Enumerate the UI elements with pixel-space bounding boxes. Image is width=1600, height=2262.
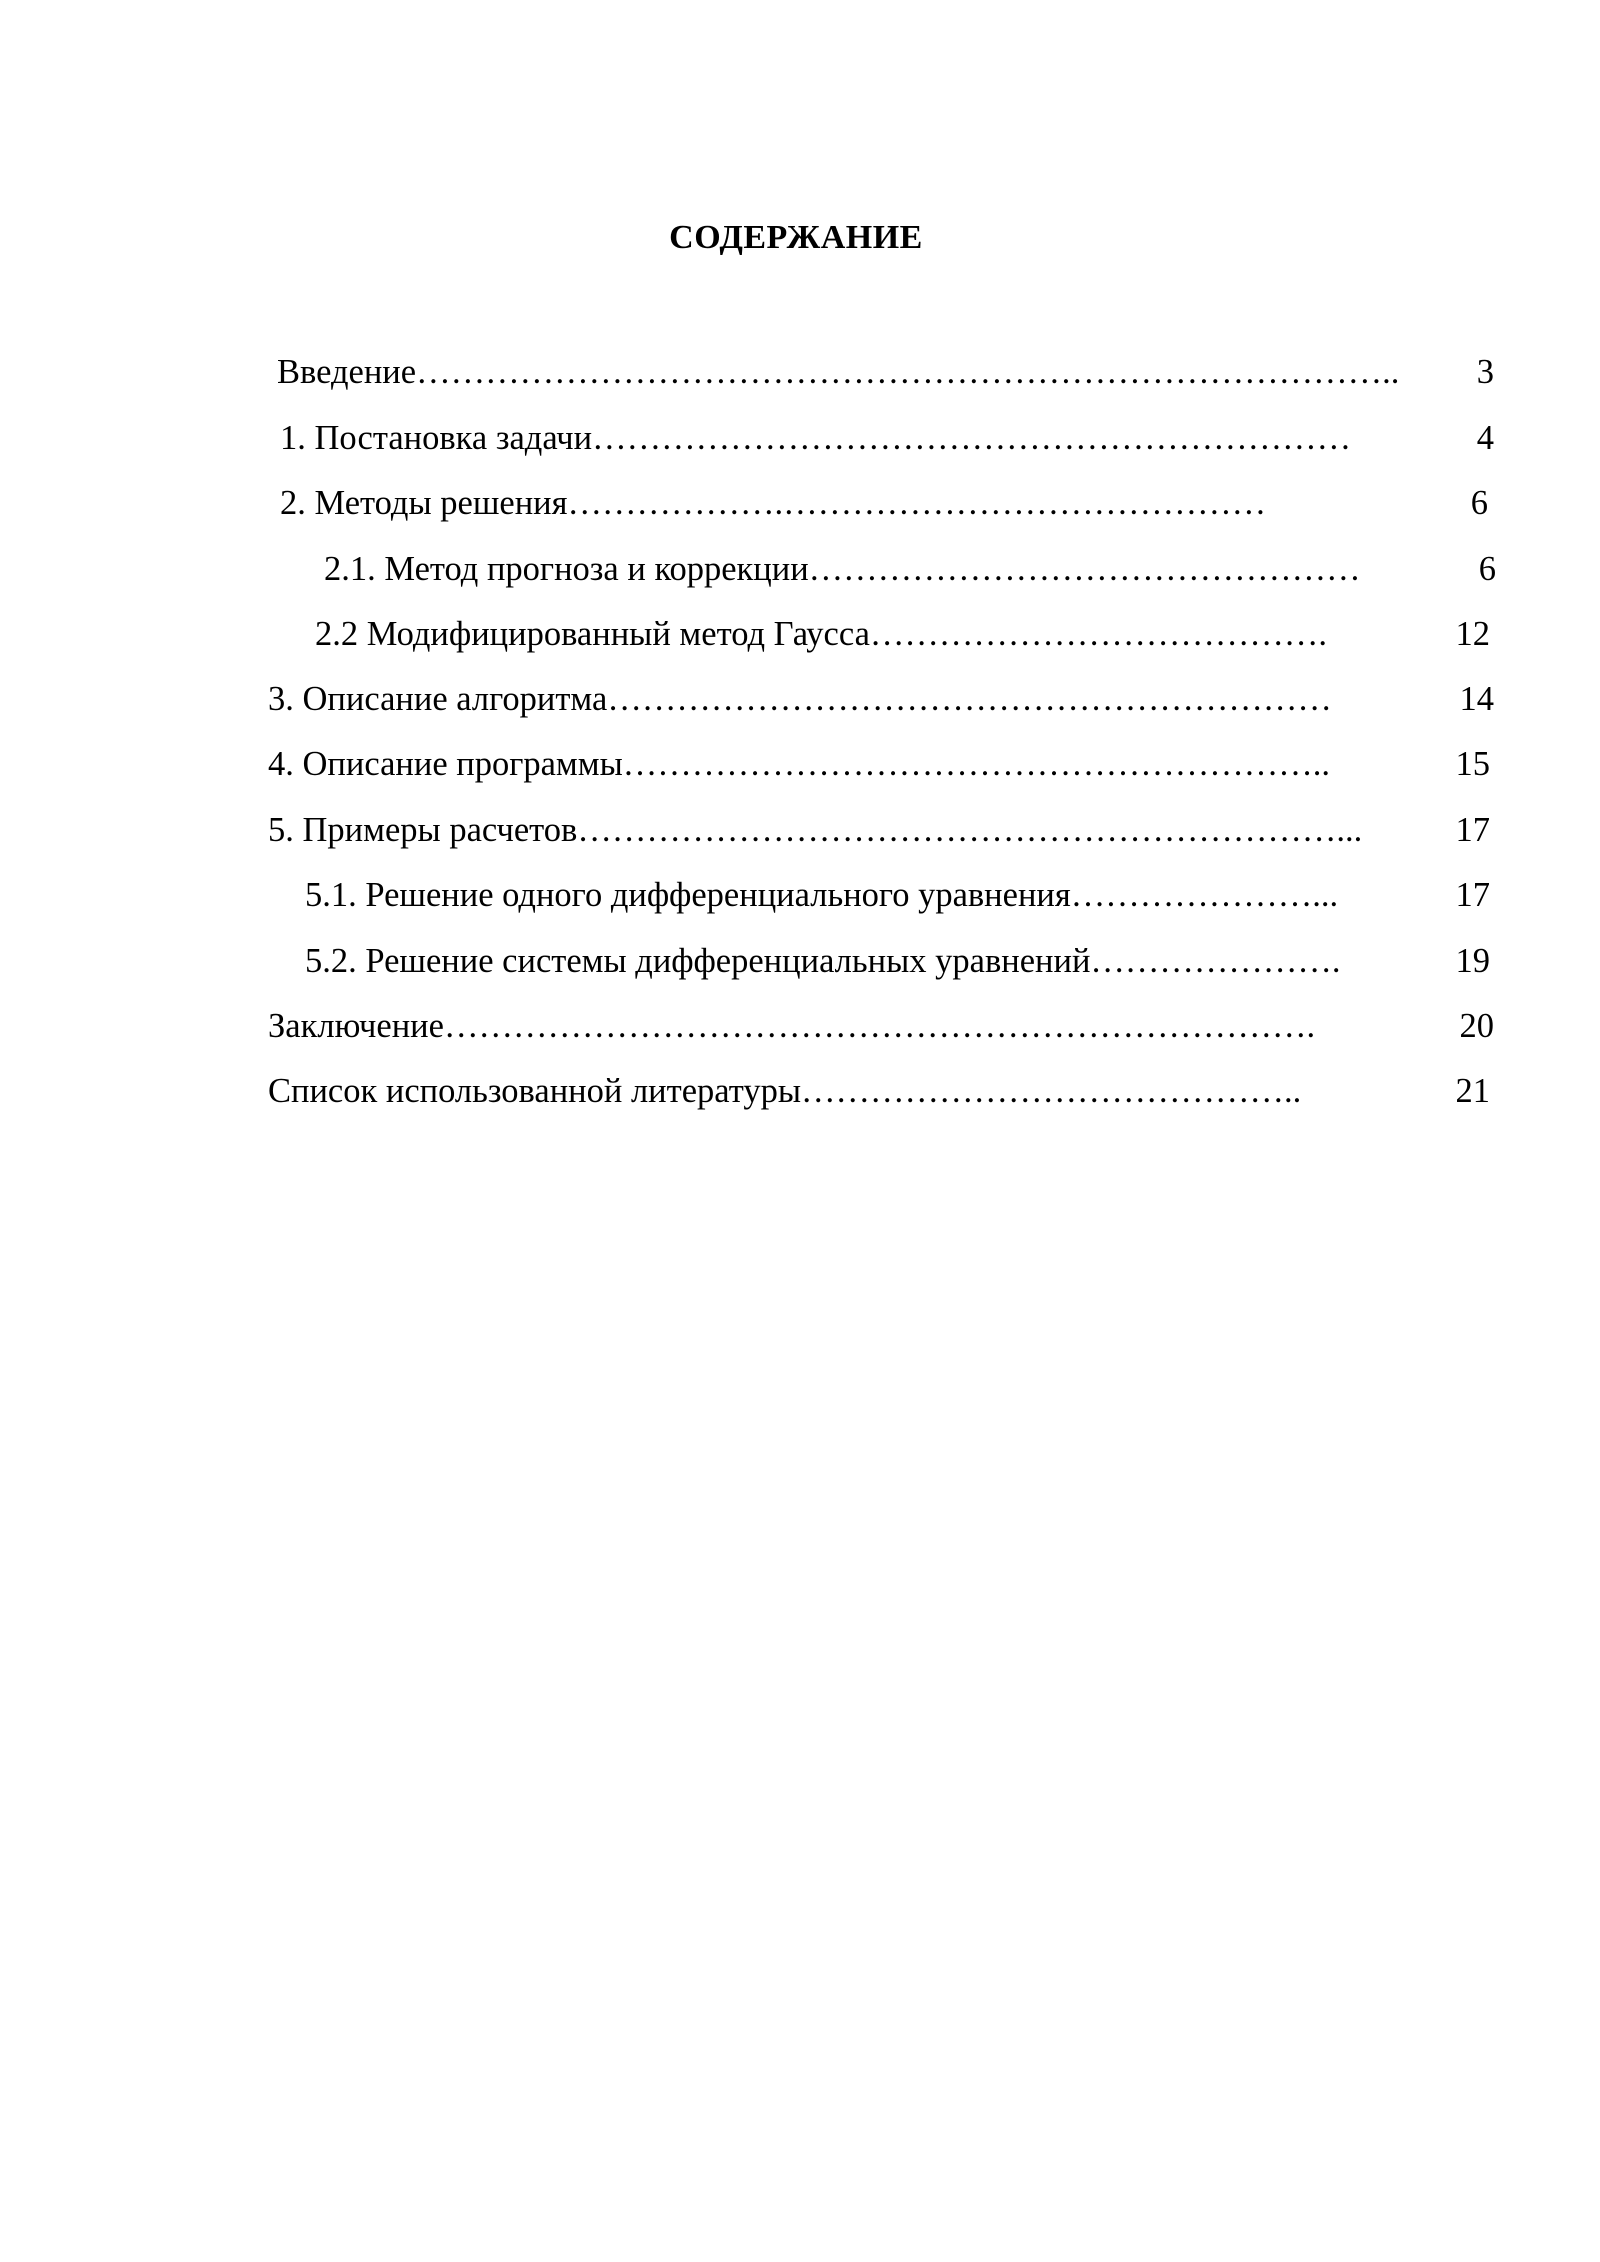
toc-item-equation-system[interactable] — [305, 941, 1490, 981]
toc-item-label: 5.1. Решение одного дифференциального уравнения — [305, 876, 1071, 914]
toc-item-solution-methods[interactable] — [280, 483, 1488, 523]
toc-item-page-number: 21 — [1455, 1072, 1490, 1110]
toc-item-label: Введение — [277, 353, 417, 391]
toc-item-label: 2.2 Модифицированный метод Гаусса — [315, 615, 870, 653]
toc-item-leader: ……………………………………………………… — [607, 680, 1332, 718]
page-title — [0, 218, 1600, 258]
toc-item-leader: …………………………………………………….. — [622, 745, 1331, 783]
toc-item-leader: ………………………………………………………… — [592, 419, 1352, 457]
toc-item-prediction-correction[interactable] — [324, 549, 1496, 589]
toc-item-page-number: 19 — [1455, 942, 1490, 980]
toc-item-page-number: 17 — [1455, 876, 1490, 914]
toc-item-page-number: 15 — [1455, 745, 1490, 783]
toc-item-page-number: 3 — [1476, 353, 1494, 391]
toc-item-page-number: 17 — [1455, 811, 1490, 849]
toc-item-leader: …………………………………….. — [801, 1072, 1302, 1110]
toc-item-leader: ………………………………………………………………………….. — [416, 353, 1400, 391]
toc-item-label: 2. Методы решения — [280, 484, 568, 522]
toc-item-problem-statement[interactable] — [280, 418, 1494, 458]
toc-item-references[interactable] — [268, 1071, 1490, 1111]
toc-item-calculation-examples[interactable] — [268, 810, 1490, 850]
toc-item-leader: ……………….…………………………………… — [567, 484, 1267, 522]
toc-item-leader: …………………………………………………………... — [577, 811, 1363, 849]
toc-item-label: 2.1. Метод прогноза и коррекции — [324, 550, 809, 588]
toc-item-leader: ………………………………………… — [808, 550, 1361, 588]
toc-item-label: Заключение — [268, 1007, 444, 1045]
toc-item-page-number: 6 — [1470, 484, 1488, 522]
toc-item-leader: …………………... — [1070, 876, 1339, 914]
toc-item-leader: …………………………………………………………………. — [443, 1007, 1316, 1045]
toc-item-label: 1. Постановка задачи — [280, 419, 593, 457]
toc-item-introduction[interactable] — [277, 352, 1494, 392]
toc-item-label: 4. Описание программы — [268, 745, 623, 783]
toc-item-modified-gauss[interactable] — [315, 614, 1490, 654]
toc-item-page-number: 4 — [1476, 419, 1494, 457]
toc-item-algorithm-description[interactable] — [268, 679, 1494, 719]
toc-item-leader: …………………. — [1090, 942, 1341, 980]
toc-item-label: 5. Примеры расчетов — [268, 811, 578, 849]
toc-item-label: 5.2. Решение системы дифференциальных уравнений — [305, 942, 1091, 980]
toc-item-program-description[interactable] — [268, 744, 1490, 784]
toc-item-page-number: 20 — [1459, 1007, 1494, 1045]
toc-item-page-number: 12 — [1455, 615, 1490, 653]
toc-item-leader: …………………………………. — [869, 615, 1328, 653]
toc-item-label: Список использованной литературы — [268, 1072, 801, 1110]
toc-item-single-equation[interactable] — [305, 875, 1490, 915]
toc-item-page-number: 14 — [1459, 680, 1494, 718]
toc-item-conclusion[interactable] — [268, 1006, 1494, 1046]
page-title-text: СОДЕРЖАНИЕ — [669, 219, 923, 256]
toc-item-label: 3. Описание алгоритма — [268, 680, 608, 718]
toc-item-page-number: 6 — [1478, 550, 1496, 588]
